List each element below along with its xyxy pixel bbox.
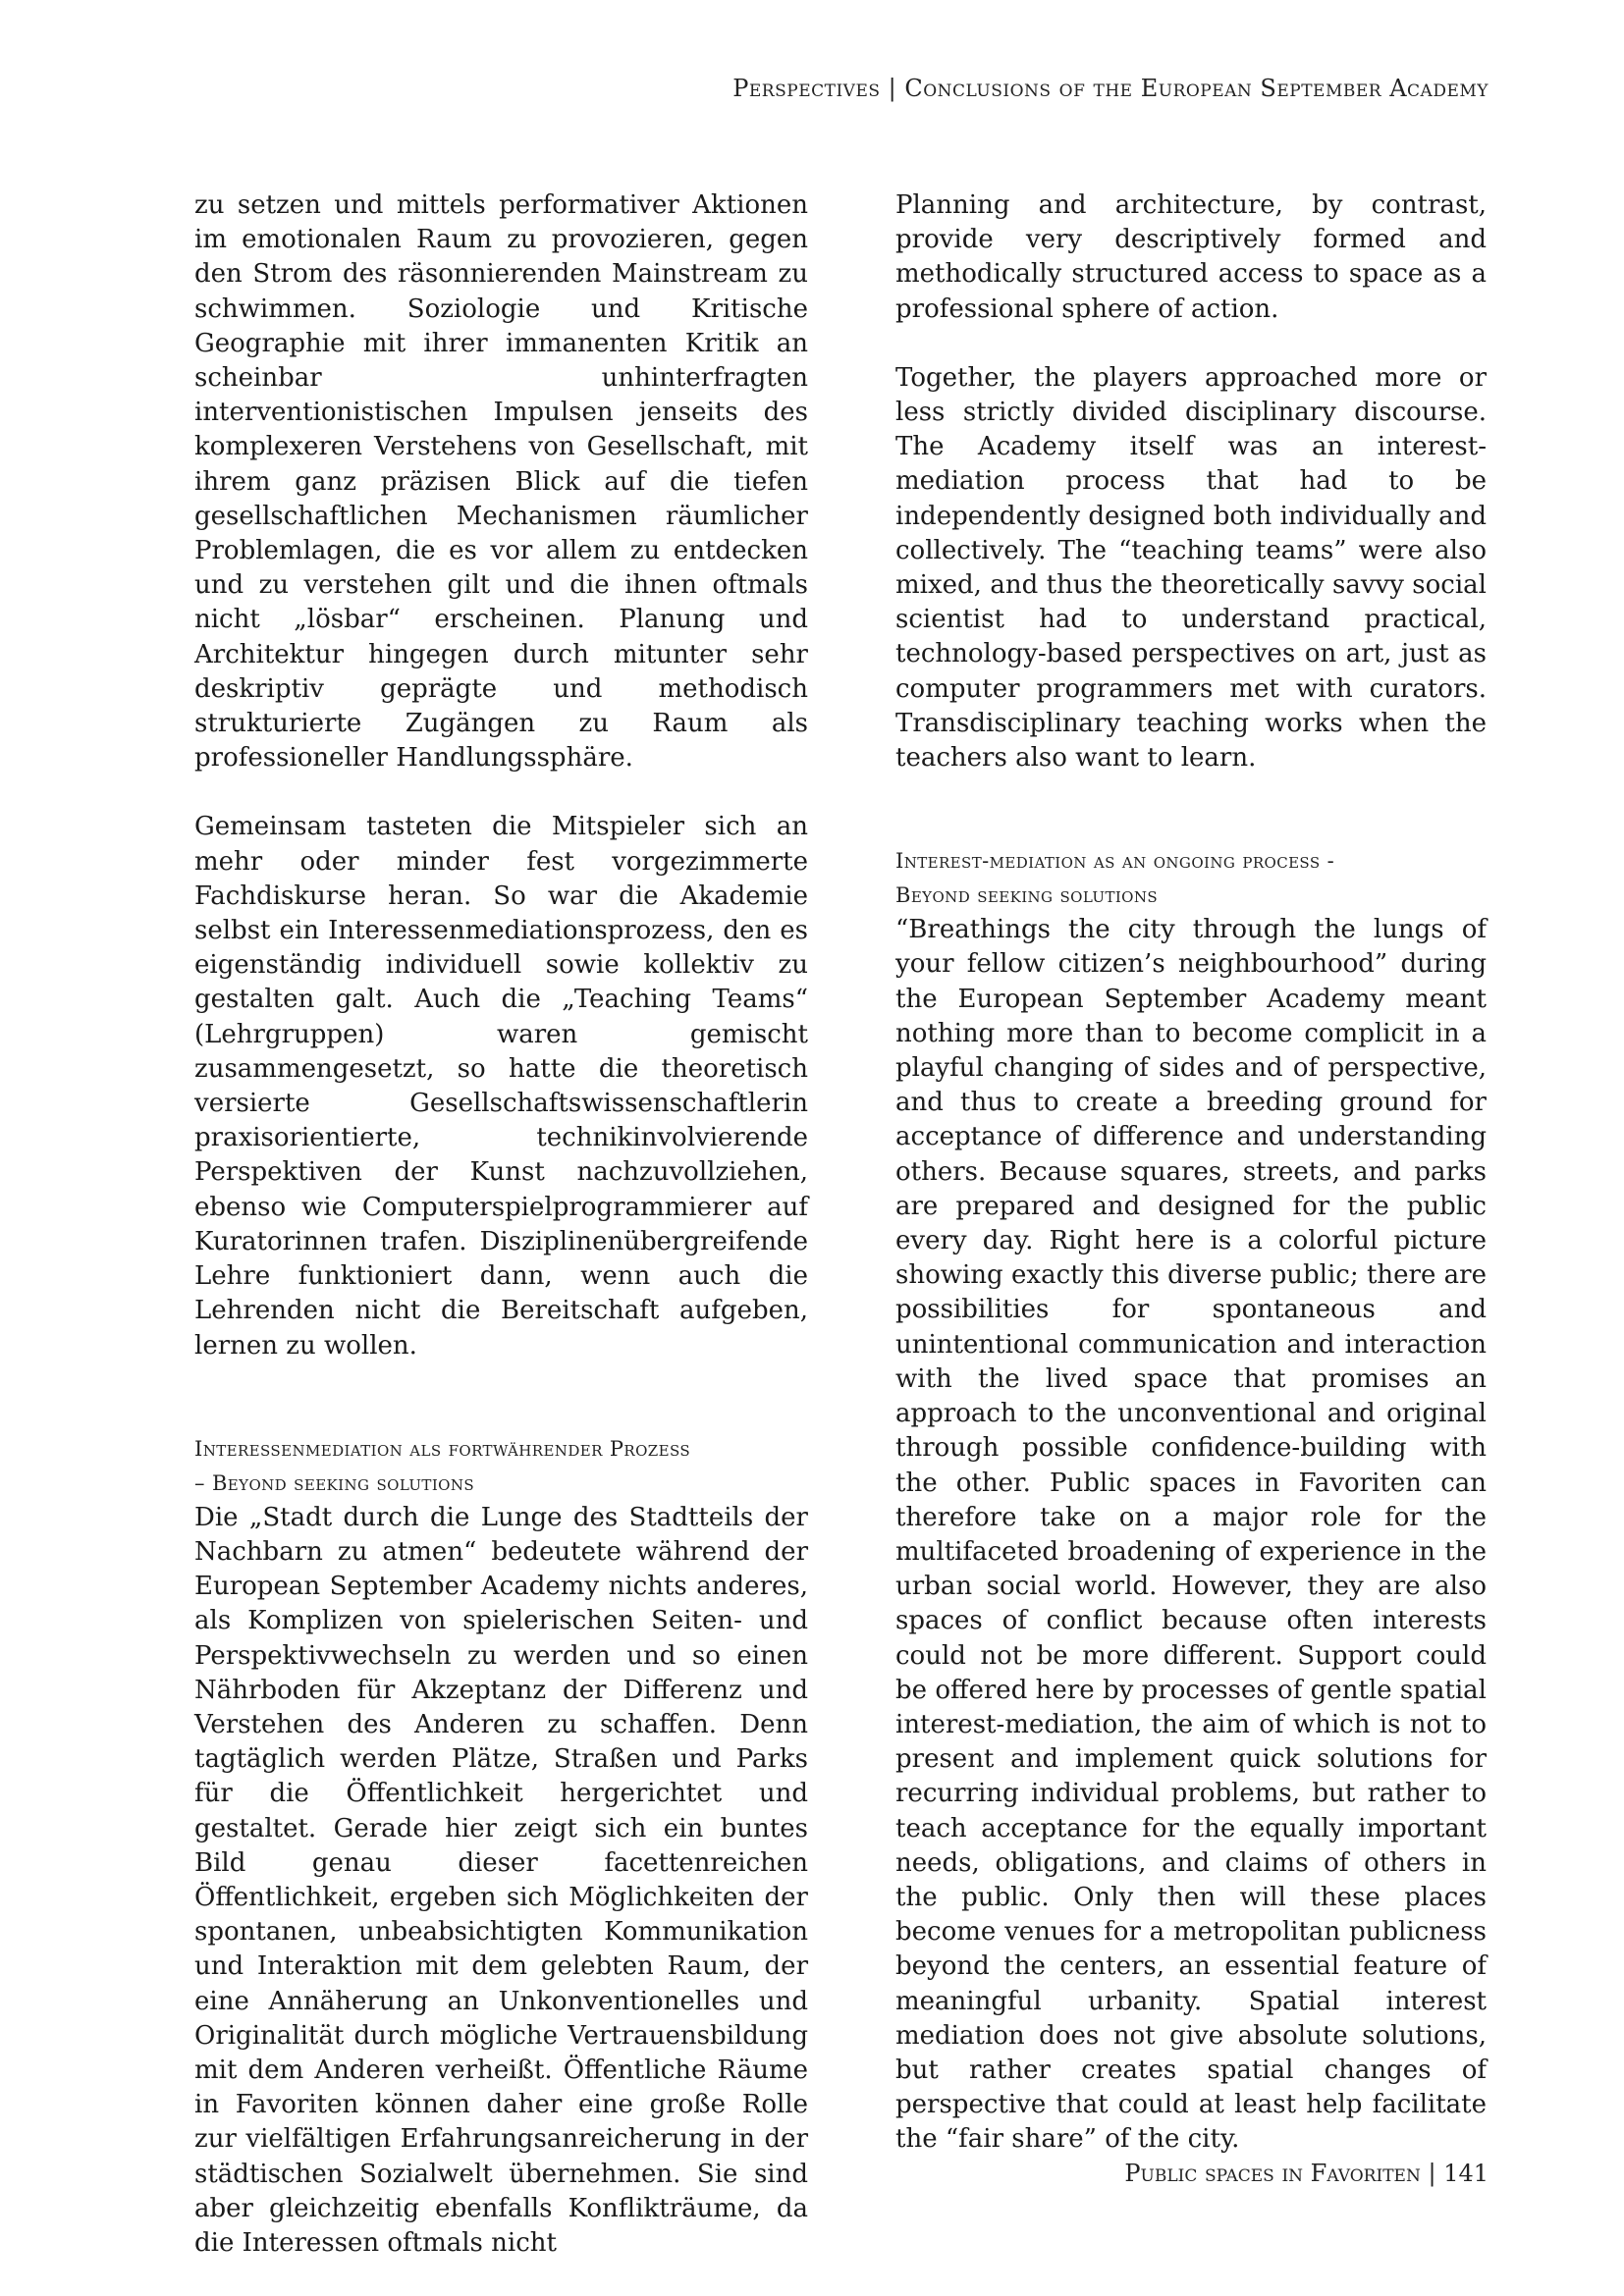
- right-section-heading-line-2: Beyond seeking solutions: [895, 883, 1159, 908]
- left-paragraph-2: Gemeinsam tasteten die Mitspieler sich an mehr oder minder fest vorgezimmerte Fachdiskurse heran. So war die Akademie selbst ein Interessenmediationsprozess, den es eigenständig individuell sowie kollektiv zu gestalten galt. Auch die „Teaching Teams“ (Lehrgruppen) waren gemischt zusammengesetzt, so hatte die theoretisch versierte Gesellschaftswissenschaftlerin praxisorientierte, technikinvolvierende Perspektiven der Kunst nachzuvollziehen, ebenso wie Computerspielprogrammierer auf Kuratorinnen trafen. Disziplinenübergreifende Lehre funktioniert dann, wenn auch die Lehrenden nicht die Bereitschaft aufgeben, lernen zu wollen.: [194, 812, 808, 1361]
- right-paragraph-2: Together, the players approached more or less strictly divided disciplinary discourse. The Academy itself was an interest-mediation process that had to be independently designed both individually and collectively. The “teaching teams” were also mixed, and thus the theoretically savvy social scientist had to understand practical, technology-based perspectives on art, just as computer programmers met with curators. Transdisciplinary teaching works when the teachers also want to learn.: [895, 362, 1487, 774]
- footer-section-title: Public spaces in Favoriten: [1124, 2160, 1421, 2187]
- running-header: Perspectives | Conclusions of the European September Academy: [732, 75, 1489, 102]
- footer-separator: |: [1428, 2160, 1444, 2187]
- left-paragraph-1: zu setzen und mittels performativer Aktionen im emotionalen Raum zu provozieren, gegen den Strom des räsonnierenden Mainstream zu schwimmen. Soziologie und Kritische Geographie mit ihrer immanenten Kritik an scheinbar unhinterfragten interventionistischen Impulsen jenseits des komplexeren Verstehens von Gesellschaft, mit ihrem ganz präzisen Blick auf die tiefen gesellschaftlichen Mechanismen räumlicher Problemlagen, die es vor allem zu entdecken und zu verstehen gilt und die ihnen oftmals nicht „lösbar“ erscheinen. Planung und Architektur hingegen durch mitunter sehr deskriptiv geprägte und methodisch strukturierte Zugängen zu Raum als professioneller Handlungssphäre.: [194, 190, 808, 774]
- left-section-heading-line-1: Interessenmediation als fortwährender Prozess: [194, 1436, 691, 1461]
- left-paragraph-3: Die „Stadt durch die Lunge des Stadtteils der Nachbarn zu atmen“ bedeutete während der European September Academy nichts anderes, als Komplizen von spielerischen Seiten- und Perspektivwechseln zu werden und so einen Nährboden für Akzeptanz der Differenz und Verstehen des Anderen zu schaffen. Denn tagtäglich werden Plätze, Straßen und Parks für die Öffentlichkeit hergerichtet und gestaltet. Gerade hier zeigt sich ein buntes Bild genau dieser facettenreichen Öffentlichkeit, ergeben sich Möglichkeiten der spontanen, unbeabsichtigten Kommunikation und Interaktion mit dem gelebten Raum, der eine Annäherung an Unkonventionelles und Originalität durch mögliche Vertrauensbildung mit dem Anderen verheißt. Öffentliche Räume in Favoriten können daher eine große Rolle zur vielfältigen Erfahrungsanreicherung in der städtischen Sozialwelt übernehmen. Sie sind aber gleichzeitig ebenfalls Konflikträume, da die Interessen oftmals nicht: [194, 1502, 808, 2258]
- left-section-heading-line-2: – Beyond seeking solutions: [194, 1470, 475, 1495]
- right-paragraph-1: Planning and architecture, by contrast, provide very descriptively formed and methodically structured access to space as a professional sphere of action.: [895, 190, 1487, 324]
- right-paragraph-3: “Breathings the city through the lungs of your fellow citizen’s neighbourhood” during the European September Academy meant nothing more than to become complicit in a playful changing of sides and of perspective, and thus to create a breeding ground for acceptance of difference and understanding others. Because squares, streets, and parks are prepared and designed for the public every day. Right here is a colorful picture showing exactly this diverse public; there are possibilities for spontaneous and unintentional communication and interaction with the lived space that promises an approach to the unconventional and original through possible confidence-building with the other. Public spaces in Favoriten can therefore take on a major role for the multifaceted broadening of experience in the urban social world. However, they are also spaces of conflict because often interests could not be more different. Support could be offered here by processes of gentle spatial interest-mediation, the aim of which is not to present and implement quick solutions for recurring individual problems, but rather to teach acceptance for the equally important needs, obligations, and claims of others in the public. Only then will these places become venues for a metropolitan publicness beyond the centers, an essential feature of meaningful urbanity. Spatial interest mediation does not give absolute solutions, but rather creates spatial changes of perspective that could at least help facilitate the “fair share” of the city.: [895, 915, 1487, 2155]
- right-section-heading-line-1: Interest-mediation as an ongoing process -: [895, 849, 1335, 874]
- page-number: 141: [1443, 2160, 1489, 2187]
- left-column: [194, 188, 808, 2261]
- right-column: [895, 188, 1487, 2158]
- page-footer: [1124, 2160, 1489, 2187]
